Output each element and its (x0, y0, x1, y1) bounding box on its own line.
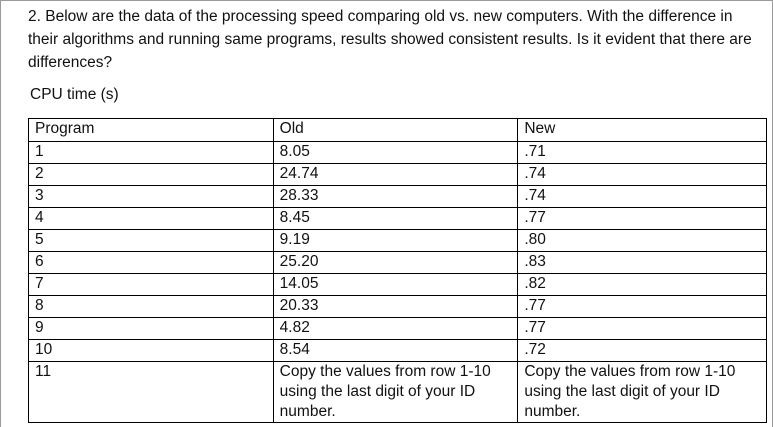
old-cell: 8.05 (273, 142, 518, 164)
new-cell: .77 (518, 208, 767, 230)
program-cell: 7 (29, 274, 274, 296)
new-cell: .82 (518, 274, 767, 296)
table-row (29, 274, 767, 296)
old-instruction-cell: Copy the values from row 1-10 using the last digit of your ID number. (273, 362, 518, 423)
new-cell: .77 (518, 296, 767, 318)
table-row (29, 164, 767, 186)
new-cell: .80 (518, 230, 767, 252)
new-cell: .74 (518, 186, 767, 208)
old-cell: 14.05 (273, 274, 518, 296)
program-cell: 8 (29, 296, 274, 318)
program-cell: 6 (29, 252, 274, 274)
program-cell: 2 (29, 164, 274, 186)
new-cell: .77 (518, 318, 767, 340)
new-cell: .71 (518, 142, 767, 164)
old-cell: 8.45 (273, 208, 518, 230)
program-cell: 9 (29, 318, 274, 340)
program-cell: 4 (29, 208, 274, 230)
program-cell: 1 (29, 142, 274, 164)
header-new: New (518, 119, 767, 142)
old-cell: 24.74 (273, 164, 518, 186)
program-cell: 5 (29, 230, 274, 252)
program-cell: 10 (29, 340, 274, 362)
table-header-row (29, 119, 767, 142)
table-row (29, 142, 767, 164)
new-cell: .72 (518, 340, 767, 362)
header-program: Program (29, 119, 274, 142)
old-cell: 8.54 (273, 340, 518, 362)
table-row (29, 296, 767, 318)
old-cell: 20.33 (273, 296, 518, 318)
table-caption: CPU time (s) (30, 86, 119, 103)
old-cell: 9.19 (273, 230, 518, 252)
old-cell: 28.33 (273, 186, 518, 208)
new-instruction-cell: Copy the values from row 1-10 using the last digit of your ID number. (518, 362, 767, 423)
table-row (29, 340, 767, 362)
old-cell: 4.82 (273, 318, 518, 340)
table-row (29, 208, 767, 230)
new-cell: .83 (518, 252, 767, 274)
cpu-time-table (28, 118, 767, 423)
program-cell: 3 (29, 186, 274, 208)
table-row (29, 252, 767, 274)
table-row (29, 318, 767, 340)
old-cell: 25.20 (273, 252, 518, 274)
table-row (29, 186, 767, 208)
question-text: 2. Below are the data of the processing speed comparing old vs. new computers. With the difference in their algorithms and running same programs, results showed consistent results. Is it evident that there are differences? (28, 8, 752, 71)
header-old: Old (273, 119, 518, 142)
program-cell: 11 (29, 362, 274, 423)
new-cell: .74 (518, 164, 767, 186)
table-row (29, 230, 767, 252)
table-row (29, 362, 767, 423)
